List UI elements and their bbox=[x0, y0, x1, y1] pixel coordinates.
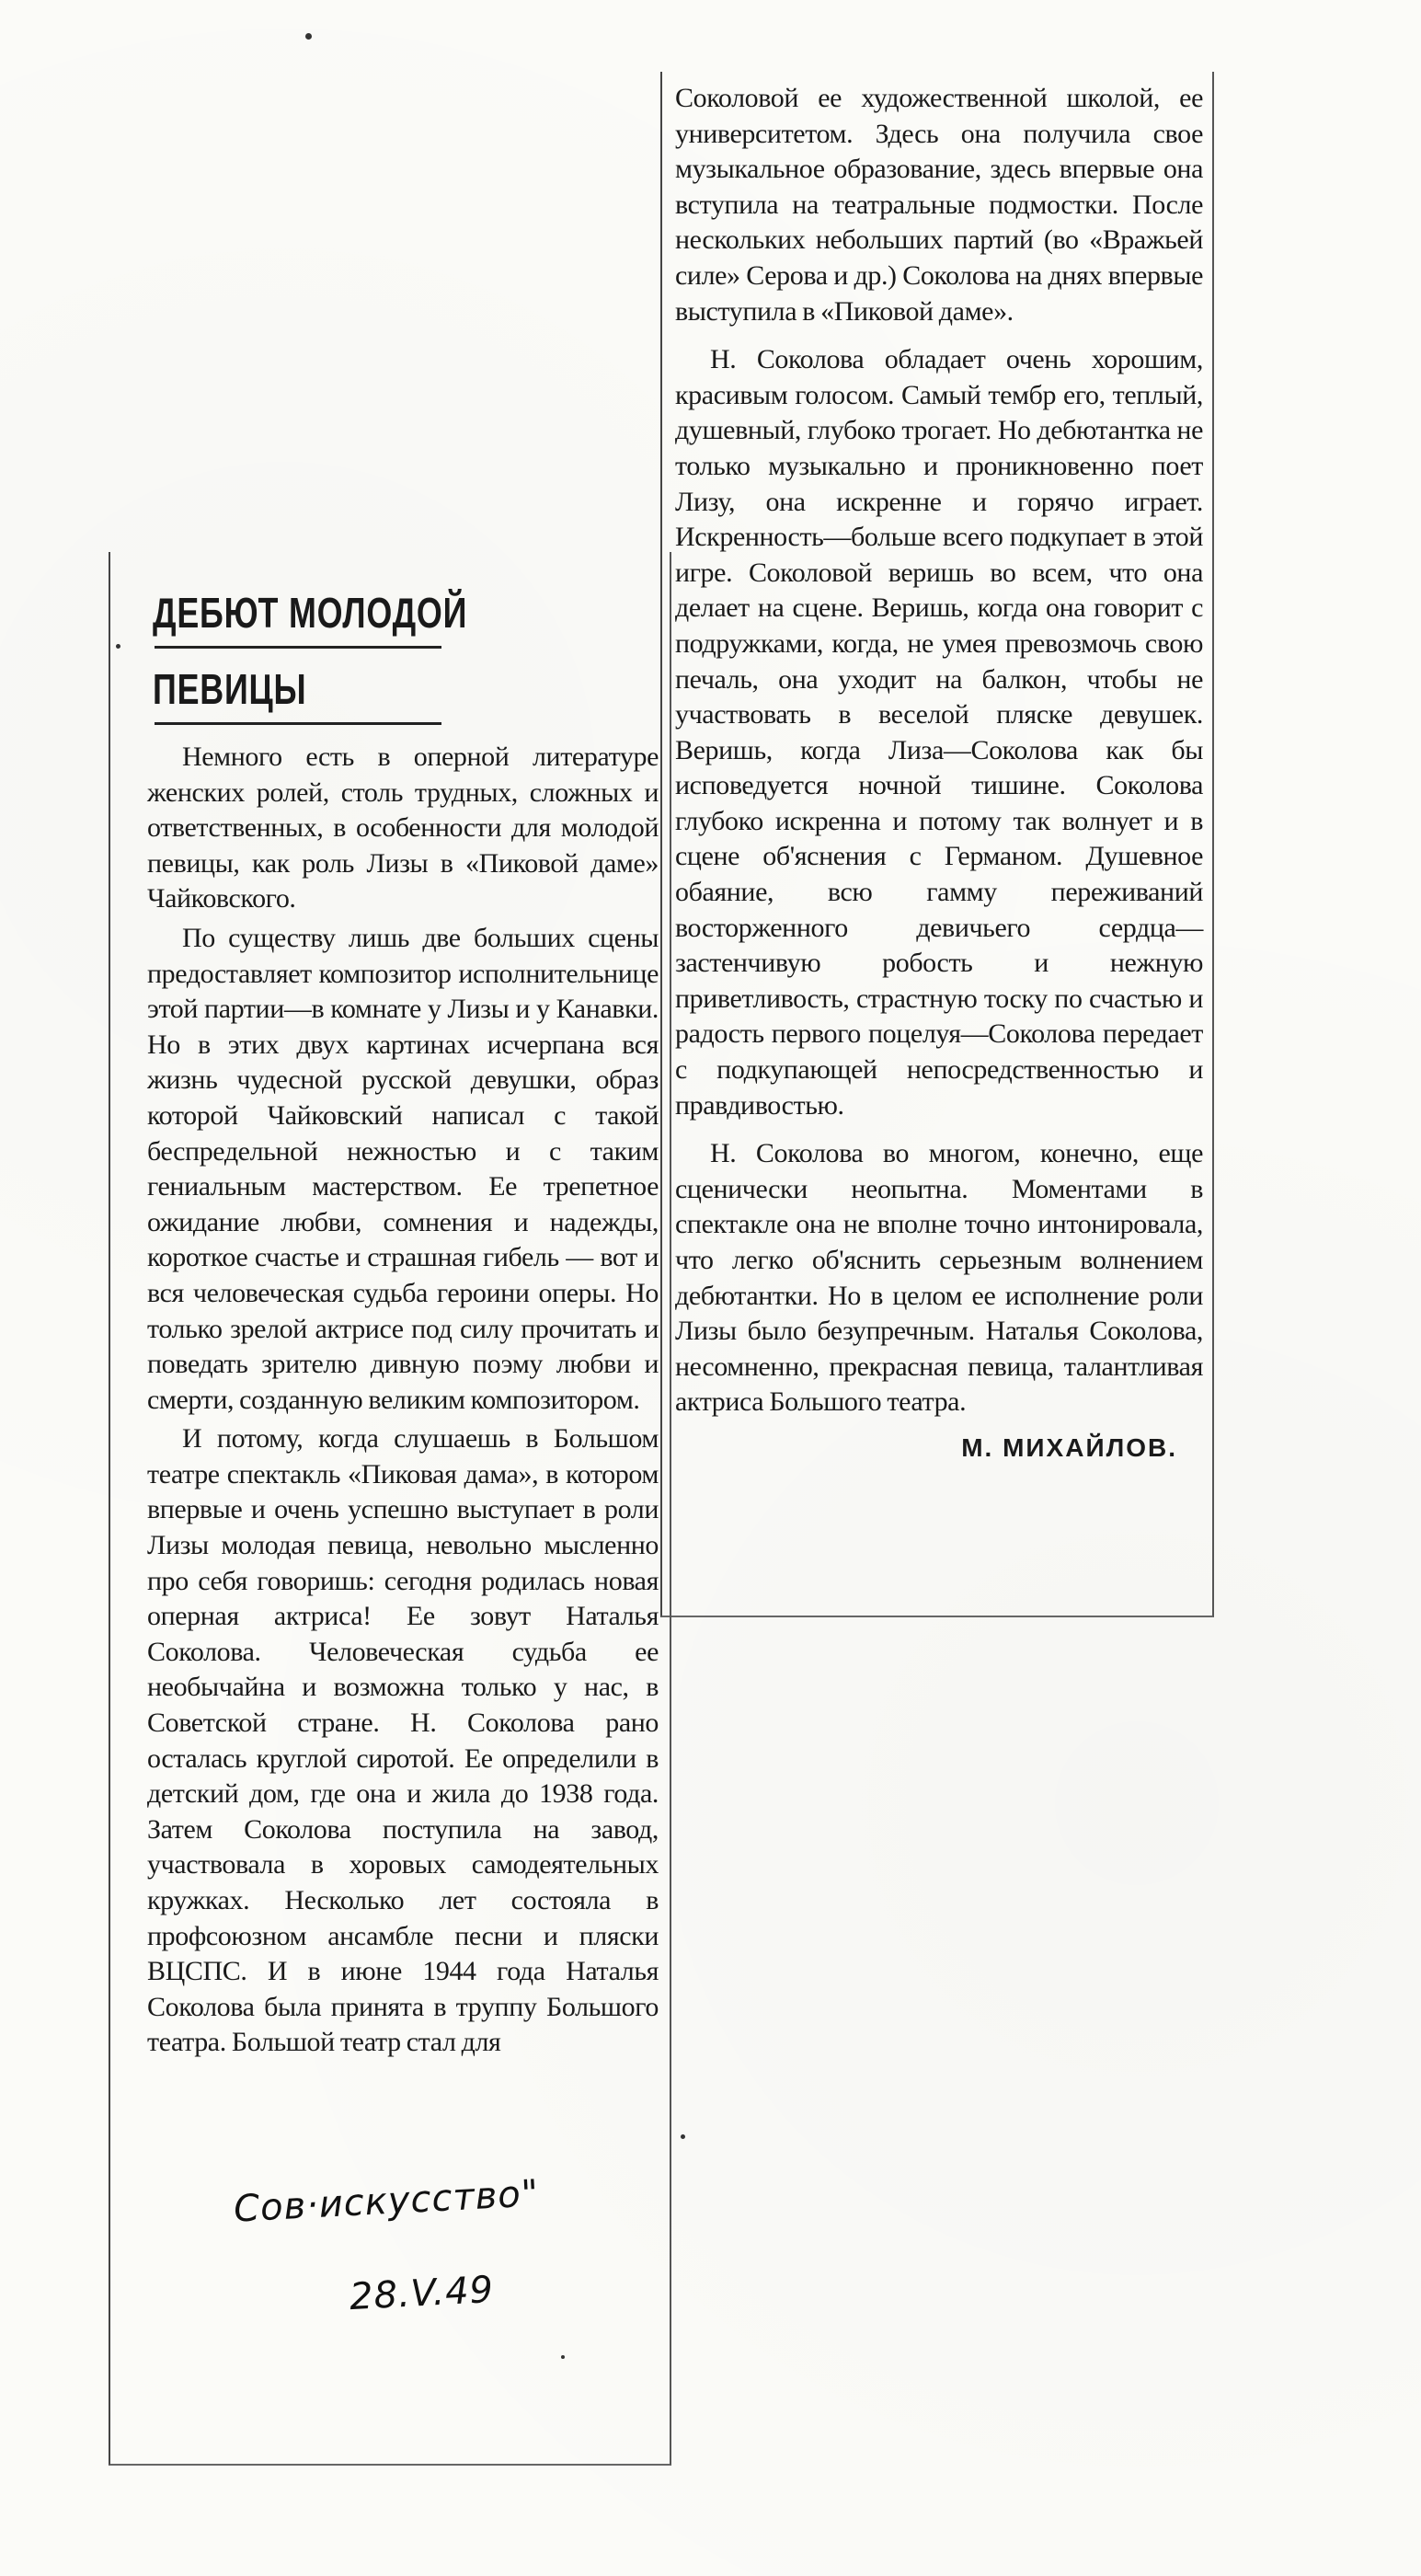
clipping-left-column bbox=[109, 552, 671, 2466]
ink-speck bbox=[116, 644, 120, 649]
ink-speck bbox=[681, 2134, 685, 2139]
article-paragraph: И потому, когда слушаешь в Большом театре спектакль «Пиковая дама», в котором впервые и очень успешно выступает в роли Лизы молодая певица, невольно мысленно про себя говоришь: сегодня родилась новая оперная актриса! Ее зовут Наталья Соколова. Человеческая судьба ее необычайна и возможна только у нас, в Советской стране. Н. Соколова рано осталась круглой сиротой. Ее определили в детский дом, где она и жила до 1938 года. Затем Соколова поступила на завод, участвовала в хоровых самодеятельных кружках. Несколько лет состояла в профсоюзном ансамбле песни и пляски ВЦСПС. И в июне 1944 года Наталья Соколова была принята в труппу Большого театра. Большой театр стал для bbox=[147, 1423, 659, 2058]
handwritten-source-note: Сов·искусство" bbox=[233, 2172, 541, 2231]
headline-rule bbox=[155, 722, 441, 725]
article-paragraph: По существу лишь две больших сцены предоставляет композитор исполнительнице этой партии—в комнате у Лизы и у Канавки. Но в этих двух картинах исчерпана вся жизнь чудесной русской девушки, образ которой Чайковский написал с такой беспредельной нежностью и с таким гениальным мастерством. Ее трепетное ожидание любви, сомнения и надежды, короткое счастье и страшная гибель — вот и вся человеческая судьба героини оперы. Но только зрелой актрисе под силу прочитать и поведать зрителю дивную поэму любви и смерти, созданную великим композитором. bbox=[147, 922, 659, 1415]
ink-speck bbox=[305, 33, 312, 40]
ink-speck bbox=[561, 2355, 565, 2359]
article-paragraph: Немного есть в оперной литературе женских ролей, столь трудных, сложных и ответственных, в особенности для молодой певицы, как роль Лизы в «Пиковой даме» Чайковского. bbox=[147, 742, 659, 914]
author-signature: М. МИХАЙЛОВ. bbox=[961, 1432, 1177, 1462]
article-paragraph-continued: Соколовой ее художественной школой, ее университетом. Здесь она получила свое музыкальное образование, здесь впервые она вступила на театральные подмостки. После нескольких небольших партий (во «Вражьей силе» Серова и др.) Соколова на днях впервые выступила в «Пиковой даме». bbox=[675, 83, 1203, 327]
article-paragraph: Н. Соколова во многом, конечно, еще сценически неопытна. Моментами в спектакле она не вполне точно интонировала, что легко об'яснить серьезным волнением дебютантки. Но в целом ее исполнение роли Лизы было безупречным. Наталья Соколова, несомненно, прекрасная певица, талантливая актриса Большого театра. bbox=[675, 1138, 1203, 1418]
headline-line-2: ПЕВИЦЫ bbox=[153, 665, 307, 713]
handwritten-date-note: 28.V.49 bbox=[348, 2268, 496, 2319]
article-paragraph: Н. Соколова обладает очень хорошим, красивым голосом. Самый тембр его, теплый, душевный, глубоко трогает. Но дебютантка не только музыкально и проникновенно поет Лизу, она искренне и горячо играет. Искренность—больше всего подкупает в этой игре. Соколовой веришь во всем, что она делает на сцене. Веришь, когда она говорит с подружками, когда, не умея превозмочь свою печаль, она уходит на балкон, чтобы не участвовать в веселой пляске девушек. Веришь, когда Лиза—Соколова как бы исповедуется ночной тишине. Соколова глубоко искренна и потому так волнует и в сцене об'яснения с Германом. Душевное обаяние, всю гамму переживаний восторженного девичьего сердца—застенчивую робость и нежную приветливость, страстную тоску по счастью и радость первого поцелуя—Соколова передает с подкупающей непосредственностью и правдивостью. bbox=[675, 344, 1203, 1121]
headline-rule bbox=[155, 646, 441, 649]
headline-line-1: ДЕБЮТ МОЛОДОЙ bbox=[153, 589, 468, 637]
clipping-right-column bbox=[660, 72, 1214, 1617]
